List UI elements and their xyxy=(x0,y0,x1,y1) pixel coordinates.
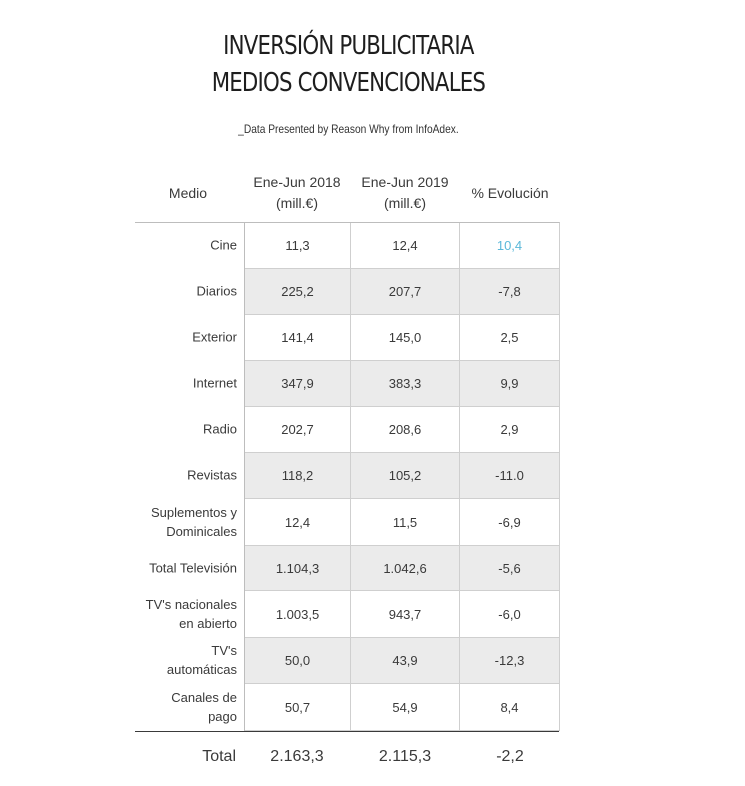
table-row xyxy=(245,684,559,731)
header-2019 xyxy=(351,172,459,214)
chart-title-line-2: MEDIOS CONVENCIONALES xyxy=(211,68,486,98)
table-row xyxy=(245,499,559,546)
total-evolucion-value: -2,2 xyxy=(496,748,524,765)
cell-2019: 12,4 xyxy=(351,223,460,269)
row-label xyxy=(107,360,237,406)
row-label-line-2: automáticas xyxy=(166,662,237,677)
cell-evolucion: -6,9 xyxy=(460,499,559,546)
cell-evolucion: 10,4 xyxy=(460,223,559,269)
header-2019-unit: (mill.€) xyxy=(384,195,426,211)
cell-2019: 11,5 xyxy=(351,499,460,546)
cell-evolucion: 9,9 xyxy=(460,361,559,407)
cell-2018: 225,2 xyxy=(245,269,351,315)
cell-2018: 141,4 xyxy=(245,315,351,361)
row-label-line-1: Canales de xyxy=(171,689,237,705)
cell-2019: 943,7 xyxy=(351,591,460,638)
row-label-text: Cine xyxy=(210,237,237,253)
row-label-text: Revistas xyxy=(187,467,237,483)
table-row xyxy=(245,453,559,499)
cell-evolucion: 2,9 xyxy=(460,407,559,453)
table-row xyxy=(245,638,559,684)
cell-2018: 118,2 xyxy=(245,453,351,499)
row-label xyxy=(107,222,237,268)
cell-2019: 208,6 xyxy=(351,407,460,453)
table-row xyxy=(245,546,559,591)
row-label-line-1: TV's xyxy=(211,643,237,658)
cell-2018: 50,0 xyxy=(245,638,351,684)
header-2018-period: Ene-Jun 2018 xyxy=(253,174,341,190)
cell-2019: 145,0 xyxy=(351,315,460,361)
row-label-line-2: Dominicales xyxy=(166,523,237,539)
table-row xyxy=(245,223,559,269)
cell-2019: 383,3 xyxy=(351,361,460,407)
row-label xyxy=(107,268,237,314)
row-label-line-2: en abierto xyxy=(179,615,237,631)
cell-2018: 50,7 xyxy=(245,684,351,731)
row-label-text: Radio xyxy=(203,421,237,437)
cell-2018: 202,7 xyxy=(245,407,351,453)
cell-evolucion: -11.0 xyxy=(460,453,559,499)
cell-evolucion: -12,3 xyxy=(460,638,559,684)
total-divider xyxy=(135,731,559,732)
cell-2019: 43,9 xyxy=(351,638,460,684)
row-label xyxy=(107,590,237,637)
cell-2019: 105,2 xyxy=(351,453,460,499)
chart-title-line-1: INVERSIÓN PUBLICITARIA xyxy=(223,31,474,61)
row-label-text xyxy=(107,641,237,679)
row-label xyxy=(107,637,237,683)
table-row xyxy=(245,591,559,638)
cell-2019: 207,7 xyxy=(351,269,460,315)
row-label-text xyxy=(107,503,237,541)
cell-evolucion: 2,5 xyxy=(460,315,559,361)
total-2018-value: 2.163,3 xyxy=(270,748,324,765)
cell-2019: 1.042,6 xyxy=(351,546,460,591)
row-label-line-1: TV's nacionales xyxy=(145,596,237,612)
row-label xyxy=(107,406,237,452)
row-label xyxy=(107,683,237,730)
cell-2018: 1.003,5 xyxy=(245,591,351,638)
row-label-line-2: pago xyxy=(208,708,237,724)
cell-2018: 1.104,3 xyxy=(245,546,351,591)
row-label-text: Exterior xyxy=(192,329,237,345)
row-label-text: Diarios xyxy=(196,283,237,299)
cell-2018: 347,9 xyxy=(245,361,351,407)
total-label: Total xyxy=(202,748,236,765)
cell-evolucion: -7,8 xyxy=(460,269,559,315)
row-label-text: Internet xyxy=(192,375,237,391)
header-medio: Medio xyxy=(168,185,208,201)
cell-2018: 12,4 xyxy=(245,499,351,546)
table-row xyxy=(245,361,559,407)
row-label-text xyxy=(107,595,237,633)
row-label xyxy=(107,452,237,498)
header-evolucion: % Evolución xyxy=(471,185,549,201)
cell-evolucion: 8,4 xyxy=(460,684,559,731)
total-2019-value: 2.115,3 xyxy=(378,748,432,765)
cell-2018: 11,3 xyxy=(245,223,351,269)
header-2019-period: Ene-Jun 2019 xyxy=(361,174,449,190)
table-row xyxy=(245,407,559,453)
header-2018 xyxy=(244,172,350,214)
cell-2019: 54,9 xyxy=(351,684,460,731)
table-row xyxy=(245,269,559,315)
cell-evolucion: -6,0 xyxy=(460,591,559,638)
cell-evolucion: -5,6 xyxy=(460,546,559,591)
row-label xyxy=(107,498,237,545)
data-table xyxy=(244,222,560,731)
row-label xyxy=(107,545,237,590)
row-label-line-1: Suplementos y xyxy=(151,504,237,520)
header-2018-unit: (mill.€) xyxy=(276,195,318,211)
chart-subtitle: _Data Presented by Reason Why from InfoAdex. xyxy=(238,122,459,136)
row-label-text: Total Televisión xyxy=(149,560,237,575)
row-label-text xyxy=(107,688,237,726)
table-row xyxy=(245,315,559,361)
row-label xyxy=(107,314,237,360)
